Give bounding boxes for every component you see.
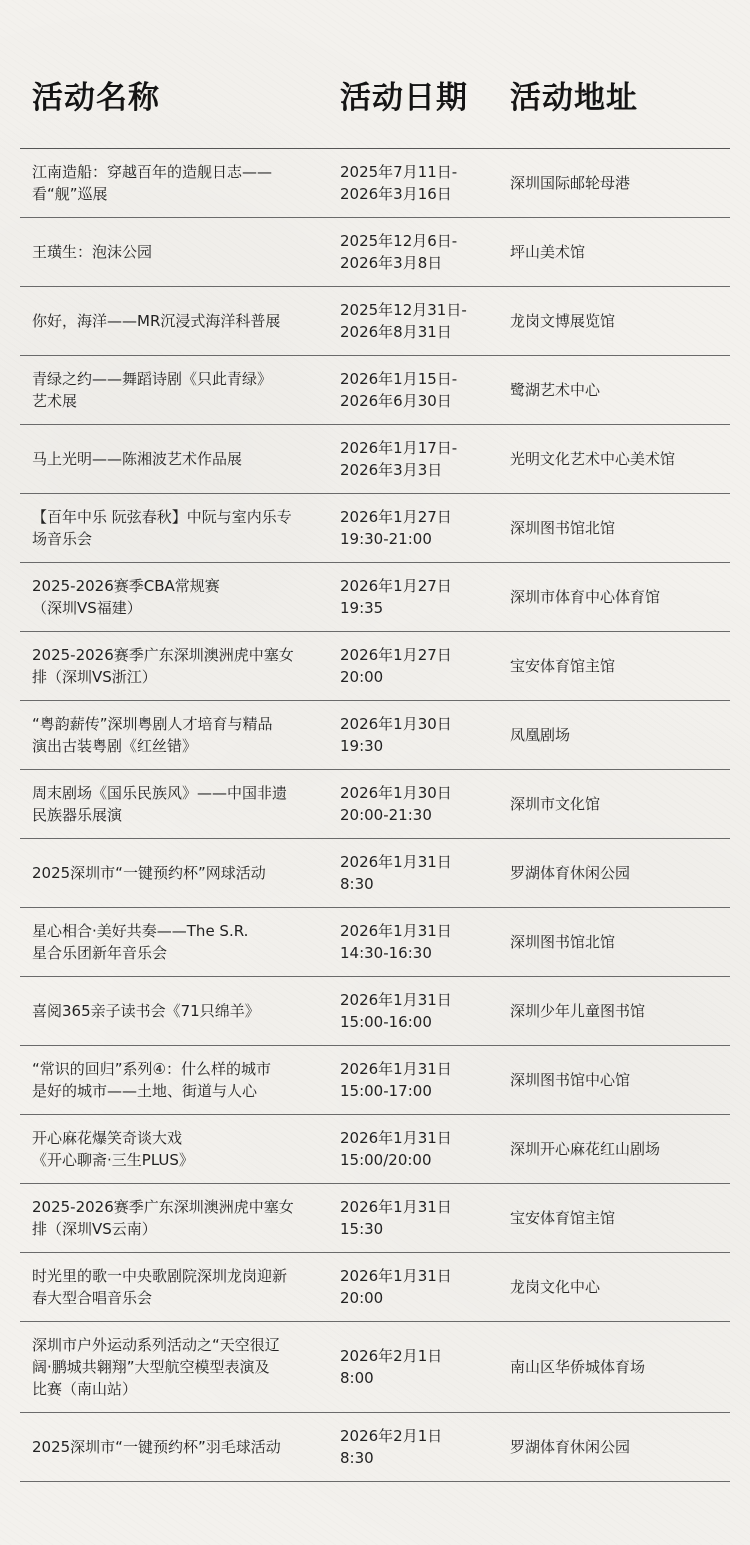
event-date: [340, 1345, 500, 1389]
event-address: 鹭湖艺术中心: [510, 381, 601, 399]
event-date-line: 2026年1月27日: [340, 508, 452, 526]
event-date-line: 15:30: [340, 1220, 384, 1238]
table-row: [20, 770, 730, 839]
event-date-line: 19:30: [340, 737, 384, 755]
event-table: [20, 148, 730, 1482]
event-date-line: 2026年1月27日: [340, 646, 452, 664]
event-name-line: 开心麻花爆笑奇谈大戏: [32, 1129, 183, 1147]
event-date: [340, 782, 500, 826]
event-date-line: 2026年6月30日: [340, 392, 452, 410]
table-header: [20, 0, 730, 148]
event-date: [340, 437, 500, 481]
event-date-line: 2026年1月31日: [340, 853, 452, 871]
event-date-line: 2026年1月30日: [340, 715, 452, 733]
event-name-line: 喜阅365亲子读书会《71只绵羊》: [32, 1002, 260, 1020]
event-name: [32, 1436, 332, 1458]
event-date-line: 8:30: [340, 1449, 374, 1467]
event-date-line: 2026年2月1日: [340, 1427, 443, 1445]
event-date-line: 2026年2月1日: [340, 1347, 443, 1365]
event-date-line: 19:30-21:00: [340, 530, 432, 548]
event-name-line: 你好，海洋——MR沉浸式海洋科普展: [32, 312, 281, 330]
column-header-address: 活动地址: [510, 80, 638, 116]
event-date-line: 8:00: [340, 1369, 374, 1387]
event-name-line: 排（深圳VS浙江）: [32, 668, 157, 686]
event-name-line: “粤韵薪传”深圳粤剧人才培育与精品: [32, 715, 273, 733]
event-name: [32, 1058, 332, 1102]
event-date-line: 2026年3月16日: [340, 185, 452, 203]
event-address: 深圳国际邮轮母港: [510, 174, 631, 192]
event-date: [340, 1058, 500, 1102]
event-date: [340, 299, 500, 343]
event-date-line: 2026年8月31日: [340, 323, 452, 341]
event-date: [340, 1265, 500, 1309]
event-date: [340, 1425, 500, 1469]
event-name: [32, 1000, 332, 1022]
table-row: [20, 425, 730, 494]
event-name-line: 【百年中乐 阮弦春秋】中阮与室内乐专: [32, 508, 292, 526]
table-row: [20, 701, 730, 770]
event-date: [340, 851, 500, 895]
table-row: [20, 1413, 730, 1482]
event-name-line: 2025-2026赛季CBA常规赛: [32, 577, 220, 595]
table-row: [20, 218, 730, 287]
event-name-line: 2025-2026赛季广东深圳澳洲虎中塞女: [32, 646, 294, 664]
event-date-line: 2026年3月3日: [340, 461, 443, 479]
event-name-line: 2025-2026赛季广东深圳澳洲虎中塞女: [32, 1198, 294, 1216]
event-address: 罗湖体育休闲公园: [510, 1438, 631, 1456]
event-name-line: 比赛（南山站）: [32, 1380, 138, 1398]
event-date-line: 20:00-21:30: [340, 806, 432, 824]
event-date: [340, 368, 500, 412]
event-address: 南山区华侨城体育场: [510, 1358, 646, 1376]
table-row: [20, 908, 730, 977]
event-name: [32, 713, 332, 757]
event-name: [32, 161, 332, 205]
event-name-line: 马上光明——陈湘波艺术作品展: [32, 450, 243, 468]
event-name-line: 民族器乐展演: [32, 806, 123, 824]
event-address: 深圳市体育中心体育馆: [510, 588, 661, 606]
event-name-line: 艺术展: [32, 392, 78, 410]
event-address: 凤凰剧场: [510, 726, 571, 744]
table-row: [20, 977, 730, 1046]
event-name: [32, 448, 332, 470]
event-name-line: 时光里的歌一中央歌剧院深圳龙岗迎新: [32, 1267, 288, 1285]
event-date-line: 14:30-16:30: [340, 944, 432, 962]
table-row: [20, 1184, 730, 1253]
event-name-line: “常识的回归”系列④：什么样的城市: [32, 1060, 271, 1078]
event-date-line: 2026年1月31日: [340, 1198, 452, 1216]
column-header-name: 活动名称: [32, 80, 160, 116]
event-date: [340, 230, 500, 274]
event-name-line: （深圳VS福建）: [32, 599, 142, 617]
event-name: [32, 920, 332, 964]
table-row: [20, 1115, 730, 1184]
event-name-line: 周末剧场《国乐民族风》——中国非遗: [32, 784, 288, 802]
event-date-line: 2025年12月6日-: [340, 232, 458, 250]
event-name: [32, 862, 332, 884]
event-address: 深圳图书馆北馆: [510, 933, 616, 951]
page: [20, 0, 730, 1482]
event-name: [32, 368, 332, 412]
event-date-line: 2025年12月31日-: [340, 301, 467, 319]
event-date: [340, 506, 500, 550]
event-name: [32, 1196, 332, 1240]
event-date-line: 20:00: [340, 668, 384, 686]
event-name: [32, 575, 332, 619]
event-address: 宝安体育馆主馆: [510, 657, 616, 675]
event-date-line: 20:00: [340, 1289, 384, 1307]
event-date-line: 2026年1月30日: [340, 784, 452, 802]
table-row: [20, 1253, 730, 1322]
column-header-date: 活动日期: [340, 80, 468, 116]
event-name: [32, 310, 332, 332]
event-date-line: 2026年1月27日: [340, 577, 452, 595]
event-date-line: 2026年1月31日: [340, 991, 452, 1009]
event-date-line: 15:00-16:00: [340, 1013, 432, 1031]
event-date: [340, 1196, 500, 1240]
table-row: [20, 356, 730, 425]
event-date-line: 15:00-17:00: [340, 1082, 432, 1100]
event-address: 深圳图书馆北馆: [510, 519, 616, 537]
event-address: 龙岗文博展览馆: [510, 312, 616, 330]
event-date-line: 19:35: [340, 599, 384, 617]
event-name-line: 青绿之约——舞蹈诗剧《只此青绿》: [32, 370, 273, 388]
event-name-line: 《开心聊斋·三生PLUS》: [32, 1151, 194, 1169]
event-name: [32, 782, 332, 826]
event-date-line: 2026年1月31日: [340, 922, 452, 940]
event-date-line: 15:00/20:00: [340, 1151, 432, 1169]
event-date: [340, 644, 500, 688]
event-date-line: 2026年3月8日: [340, 254, 443, 272]
event-date: [340, 920, 500, 964]
event-name: [32, 506, 332, 550]
event-name-line: 深圳市户外运动系列活动之“天空很辽: [32, 1336, 280, 1354]
table-row: [20, 563, 730, 632]
event-name-line: 星心相合·美好共奏——The S.R.: [32, 922, 249, 940]
event-date-line: 2026年1月17日-: [340, 439, 458, 457]
event-name-line: 场音乐会: [32, 530, 93, 548]
event-date: [340, 1127, 500, 1171]
event-address: 深圳市文化馆: [510, 795, 601, 813]
event-address: 深圳开心麻花红山剧场: [510, 1140, 661, 1158]
event-name: [32, 241, 332, 263]
event-date: [340, 989, 500, 1033]
event-name: [32, 644, 332, 688]
table-row: [20, 494, 730, 563]
event-name-line: 春大型合唱音乐会: [32, 1289, 153, 1307]
table-row: [20, 149, 730, 218]
table-row: [20, 1046, 730, 1115]
event-date-line: 2025年7月11日-: [340, 163, 458, 181]
event-name-line: 2025深圳市“一键预约杯”网球活动: [32, 864, 266, 882]
event-name: [32, 1265, 332, 1309]
event-date: [340, 713, 500, 757]
event-address: 罗湖体育休闲公园: [510, 864, 631, 882]
event-name: [32, 1127, 332, 1171]
table-row: [20, 287, 730, 356]
event-name-line: 演出古装粤剧《红丝错》: [32, 737, 198, 755]
event-name: [32, 1334, 332, 1400]
event-address: 宝安体育馆主馆: [510, 1209, 616, 1227]
table-row: [20, 632, 730, 701]
event-name-line: 排（深圳VS云南）: [32, 1220, 157, 1238]
event-name-line: 阔·鹏城共翱翔”大型航空模型表演及: [32, 1358, 270, 1376]
event-date-line: 8:30: [340, 875, 374, 893]
event-date: [340, 575, 500, 619]
event-date-line: 2026年1月31日: [340, 1060, 452, 1078]
event-date-line: 2026年1月31日: [340, 1129, 452, 1147]
event-name-line: 看“舰”巡展: [32, 185, 108, 203]
event-name-line: 星合乐团新年音乐会: [32, 944, 168, 962]
event-date: [340, 161, 500, 205]
event-name-line: 江南造船：穿越百年的造舰日志——: [32, 163, 273, 181]
event-address: 光明文化艺术中心美术馆: [510, 450, 676, 468]
table-row: [20, 839, 730, 908]
event-name-line: 王璜生：泡沫公园: [32, 243, 153, 261]
table-row: [20, 1322, 730, 1413]
event-name-line: 是好的城市——土地、街道与人心: [32, 1082, 258, 1100]
event-name-line: 2025深圳市“一键预约杯”羽毛球活动: [32, 1438, 281, 1456]
event-address: 龙岗文化中心: [510, 1278, 601, 1296]
event-address: 坪山美术馆: [510, 243, 586, 261]
event-address: 深圳图书馆中心馆: [510, 1071, 631, 1089]
event-date-line: 2026年1月31日: [340, 1267, 452, 1285]
event-date-line: 2026年1月15日-: [340, 370, 458, 388]
event-address: 深圳少年儿童图书馆: [510, 1002, 646, 1020]
